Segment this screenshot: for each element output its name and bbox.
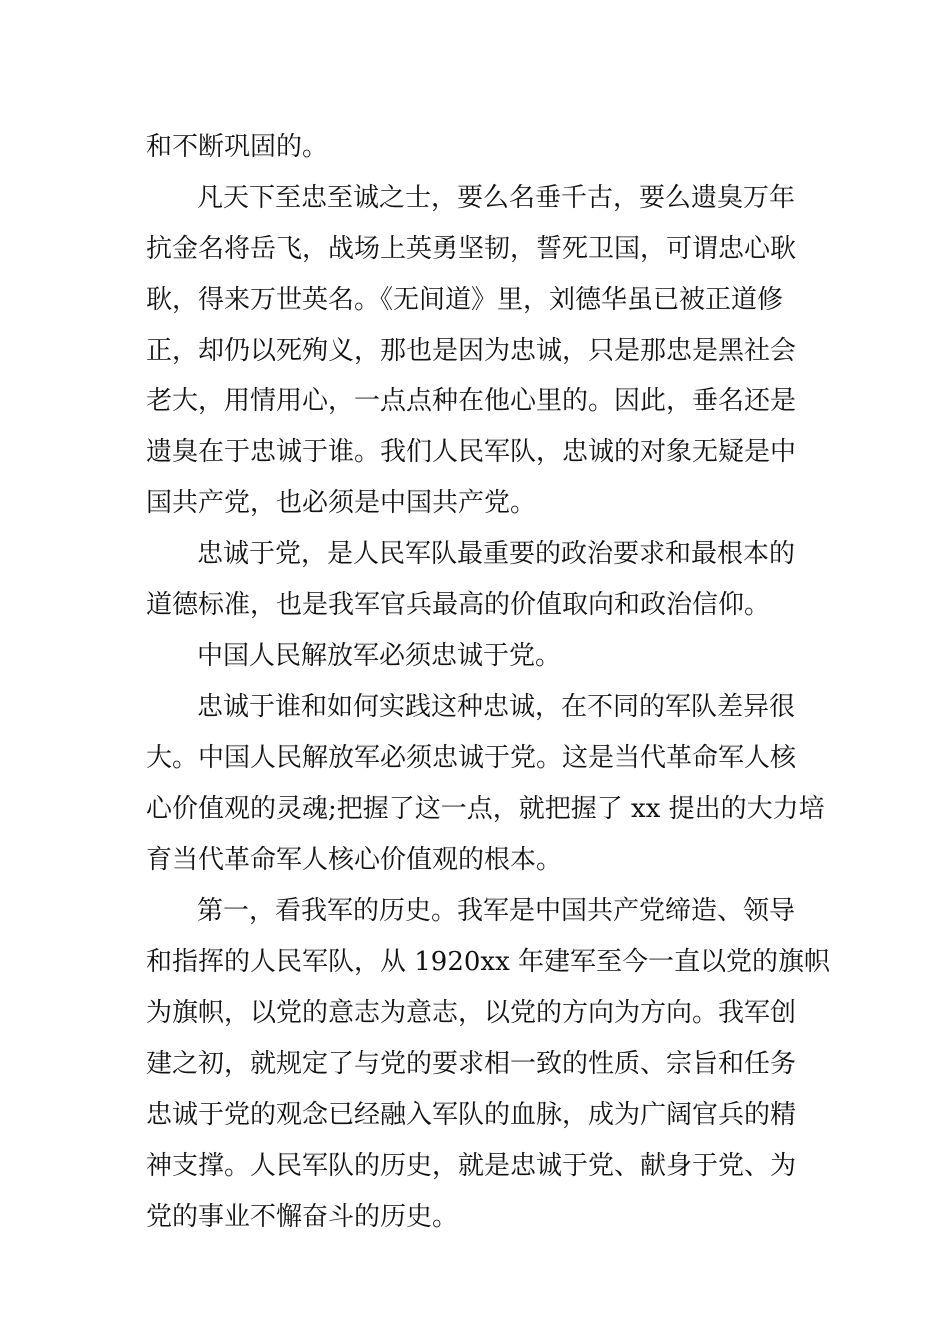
text-line-21: 神支撑。人民军队的历史，就是忠诚于党、献身于党、为 (146, 1151, 797, 1181)
text-line-4: 耿，得来万世英名。《无间道》里，刘德华虽已被正道修 (146, 285, 784, 315)
text-line-19: 建之初，就规定了与党的要求相一致的性质、宗旨和任务 (146, 1049, 797, 1079)
text-line-15: 育当代革命军人核心价值观的根本。 (146, 845, 563, 875)
text-line-3: 抗金名将岳飞，战场上英勇坚韧，誓死卫国，可谓忠心耿 (146, 234, 797, 264)
text-line-18: 为旗帜，以党的意志为意志，以党的方向为方向。我军创 (146, 998, 797, 1028)
text-line-11: 中国人民解放军必须忠诚于党。 (197, 641, 562, 671)
text-line-13: 大。中国人民解放军必须忠诚于党。这是当代革命军人核 (146, 743, 797, 773)
text-line-14: 心价值观的灵魂;把握了这一点，就把握了 xx 提出的大力培 (146, 794, 825, 824)
text-line-22: 党的事业不懈奋斗的历史。 (146, 1202, 459, 1232)
text-line-1: 和不断巩固的。 (146, 132, 329, 162)
text-line-12: 忠诚于谁和如何实践这种忠诚，在不同的军队差异很 (197, 692, 796, 722)
text-line-8: 国共产党，也必须是中国共产党。 (146, 488, 537, 518)
text-line-20: 忠诚于党的观念已经融入军队的血脉，成为广阔官兵的精 (146, 1100, 797, 1130)
text-line-17: 和指挥的人民军队，从 1920xx 年建军至今一直以党的旗帜 (146, 947, 831, 977)
text-line-5: 正，却仍以死殉义，那也是因为忠诚，只是那忠是黑社会 (146, 336, 797, 366)
text-line-6: 老大，用情用心，一点点种在他心里的。因此，垂名还是 (146, 386, 797, 416)
text-line-7: 遗臭在于忠诚于谁。我们人民军队，忠诚的对象无疑是中 (146, 437, 797, 467)
text-line-10: 道德标准，也是我军官兵最高的价值取向和政治信仰。 (146, 590, 771, 620)
text-line-2: 凡天下至忠至诚之士，要么名垂千古，要么遗臭万年 (197, 183, 796, 213)
text-line-9: 忠诚于党，是人民军队最重要的政治要求和最根本的 (197, 539, 796, 569)
text-line-16: 第一，看我军的历史。我军是中国共产党缔造、领导 (197, 896, 796, 926)
